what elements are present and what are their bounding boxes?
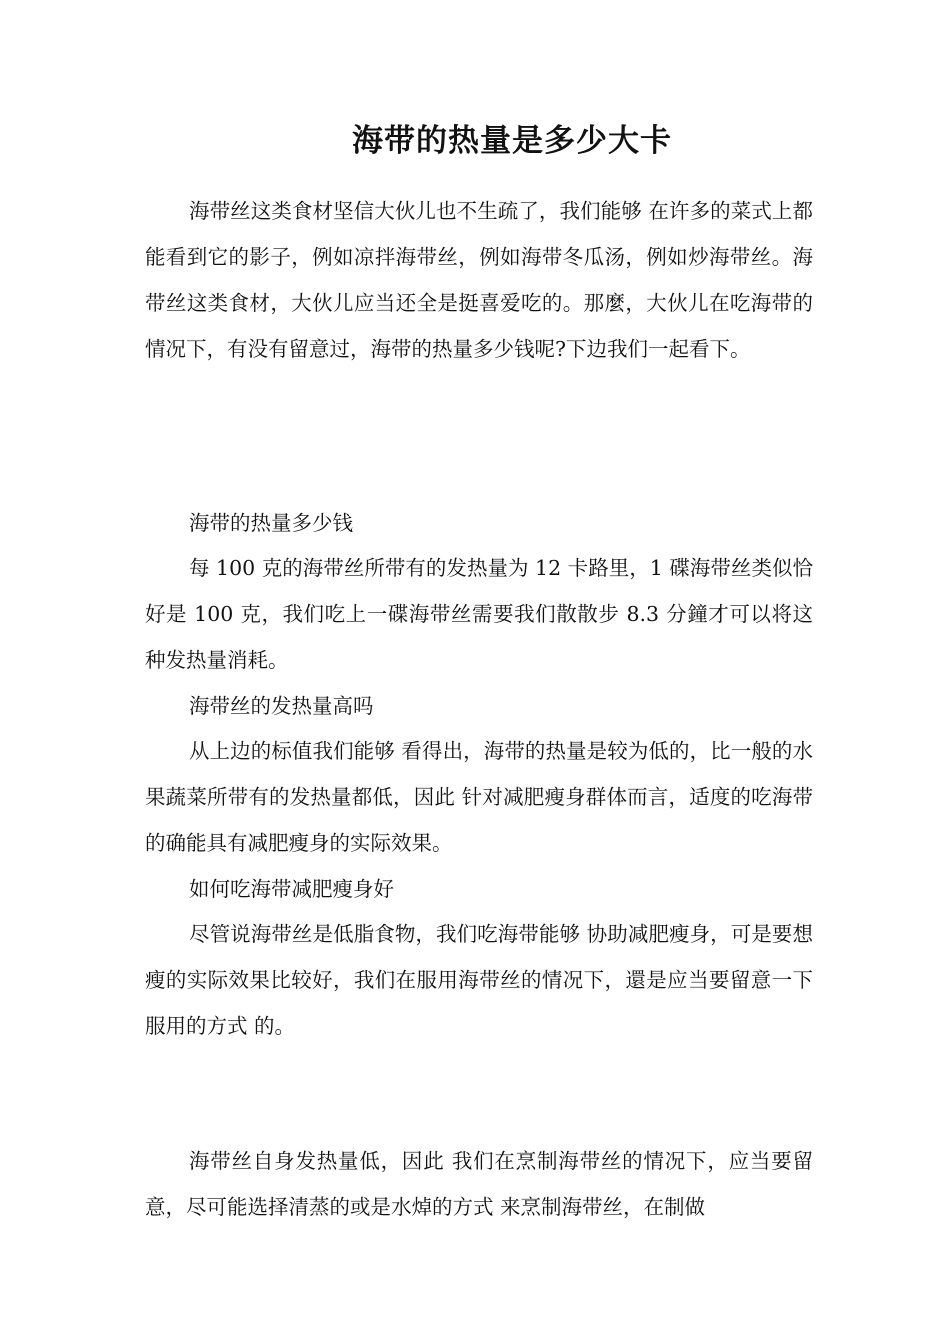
subheading-is-it-high: 海带丝的发热量高吗: [189, 694, 374, 718]
paragraph-how-to-eat: 尽管说海带丝是低脂食物，我们吃海带能够 协助减肥瘦身，可是要想瘦的实际效果比较好，我们在服用海带丝的情况下，還是应当要留意一下服用的方式 的。: [145, 922, 813, 1038]
subheading-how-to-eat: 如何吃海带减肥瘦身好: [189, 877, 394, 901]
paragraph-is-it-high: 从上边的标值我们能够 看得出，海带的热量是较为低的，比一般的水果蔬菜所带有的发热量都低，因此 针对减肥瘦身群体而言，适度的吃海带的确能具有减肥瘦身的实际效果。: [145, 739, 813, 855]
paragraph-cooking: 海带丝自身发热量低，因此 我们在烹制海带丝的情况下，应当要留意，尽可能选择清蒸的或是水焯的方式 来烹制海带丝，在制做: [145, 1149, 813, 1219]
subheading-calories: 海带的热量多少钱: [189, 511, 353, 535]
paragraph-calories: 每 100 克的海带丝所带有的发热量为 12 卡路里，1 碟海带丝类似恰好是 100 克，我们吃上一碟海带丝需要我们散散步 8.3 分鐘才可以将这种发热量消耗。: [145, 556, 813, 672]
document-title: 海带的热量是多少大卡: [352, 123, 672, 159]
paragraph-intro: 海带丝这类食材坚信大伙儿也不生疏了，我们能够 在许多的菜式上都能看到它的影子，例如凉拌海带丝，例如海带冬瓜汤，例如炒海带丝。海带丝这类食材，大伙儿应当还全是挺喜爱吃的。那麼，大伙儿在吃海带的情况下，有没有留意过，海带的热量多少钱呢?下边我们一起看下。: [145, 199, 813, 361]
